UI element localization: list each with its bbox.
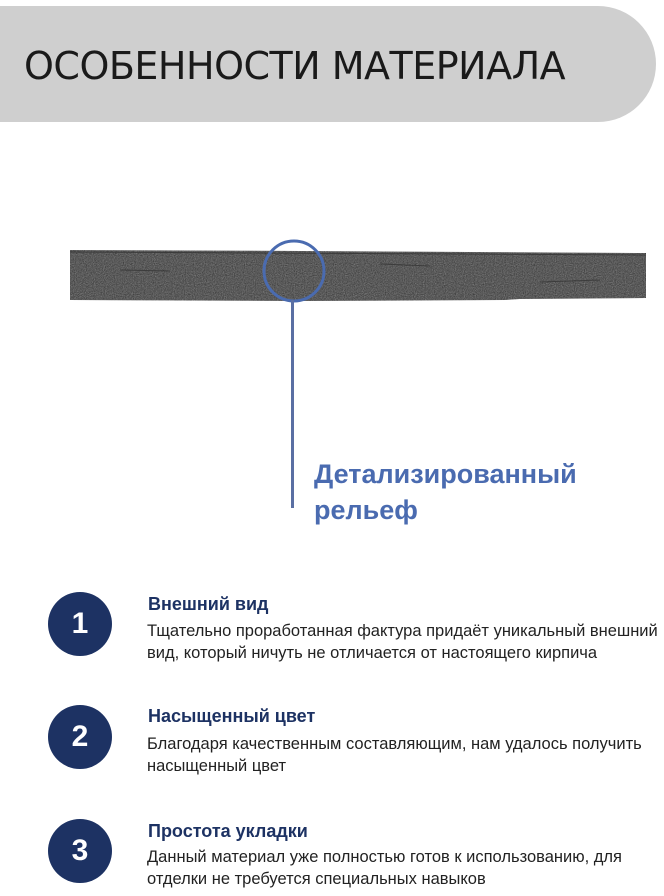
feature-number-badge: 1	[48, 592, 112, 656]
brick-shape	[70, 250, 646, 301]
page-title: ОСОБЕННОСТИ МАТЕРИАЛА	[24, 44, 566, 88]
feature-number-badge: 2	[48, 705, 112, 769]
callout-label	[314, 456, 577, 528]
feature-description: Благодаря качественным составляющим, нам удалось получить насыщенный цвет	[147, 735, 642, 775]
callout-label-line2: рельеф	[314, 495, 418, 525]
callout-line	[291, 300, 294, 508]
feature-description: Данный материал уже полностью готов к использованию, для отделки не требуется специальных навыков	[147, 848, 622, 888]
feature-description: Тщательно проработанная фактура придаёт уникальный внешний вид, который ничуть не отличается от настоящего кирпича	[147, 622, 658, 662]
callout-label-line1: Детализированный	[314, 459, 577, 489]
feature-title: Внешний вид	[148, 594, 269, 614]
header-band	[0, 6, 656, 122]
feature-number-badge: 3	[48, 819, 112, 883]
feature-title: Простота укладки	[148, 821, 308, 841]
feature-title: Насыщенный цвет	[148, 706, 316, 726]
brick-illustration	[0, 230, 664, 330]
